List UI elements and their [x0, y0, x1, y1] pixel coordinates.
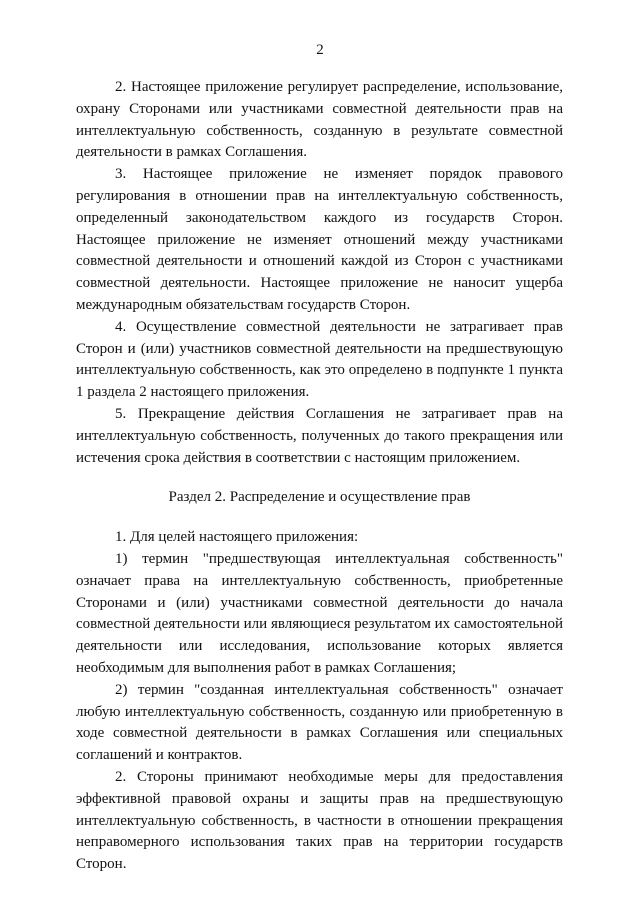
document-body: [76, 77, 563, 876]
section2-paragraph-2: 2. Стороны принимают необходимые меры для предоставления эффективной правовой охраны и защиты прав на предшествующую интеллектуальную собственность, в частности в отношении прекращения неправомерного использования таких прав на территории государств Сторон.: [76, 768, 563, 873]
paragraph-5: 5. Прекращение действия Соглашения не затрагивает прав на интеллектуальную собственность, полученных до такого прекращения или истечения срока действия в соответствии с настоящим приложением.: [76, 405, 563, 466]
page-number: 2: [316, 42, 324, 58]
section-heading: Раздел 2. Распределение и осуществление прав: [168, 489, 471, 506]
section2-subparagraph-1: 1) термин "предшествующая интеллектуальная собственность" означает права на интеллектуальную собственность, приобретенные Сторонами и (или) участниками совместной деятельности до начала совместной деятельности или являющиеся результатом их самостоятельной деятельности или исследования, использование которых является необходимым для выполнения работ в рамках Соглашения;: [76, 550, 563, 676]
paragraph-3: 3. Настоящее приложение не изменяет порядок правового регулирования в отношении прав на интеллектуальную собственность, определенный законодательством каждого из государств Сторон. Настоящее приложение не изменяет отношений между участниками совместной деятельности и отношений каждой из Сторон с участниками совместной деятельности. Настоящее приложение не наносит ущерба международным обязательствам государств Сторон.: [76, 166, 563, 313]
section2-paragraph-1: 1. Для целей настоящего приложения:: [115, 529, 359, 546]
section2-subparagraph-2: 2) термин "созданная интеллектуальная собственность" означает любую интеллектуальную собственность, созданную или приобретенную в ходе совместной деятельности в рамках Соглашения или специальных соглашений и контрактов.: [76, 681, 563, 764]
paragraph-4: 4. Осуществление совместной деятельности не затрагивает прав Сторон и (или) участников совместной деятельности на предшествующую интеллектуальную собственность, как это определено в подпункте 1 пункта 1 раздела 2 настоящего приложения.: [76, 318, 563, 401]
paragraph-2: 2. Настоящее приложение регулирует распределение, использование, охрану Сторонами или участниками совместной деятельности прав на интеллектуальную собственность, созданную в результате совместной деятельности в рамках Соглашения.: [76, 79, 563, 161]
